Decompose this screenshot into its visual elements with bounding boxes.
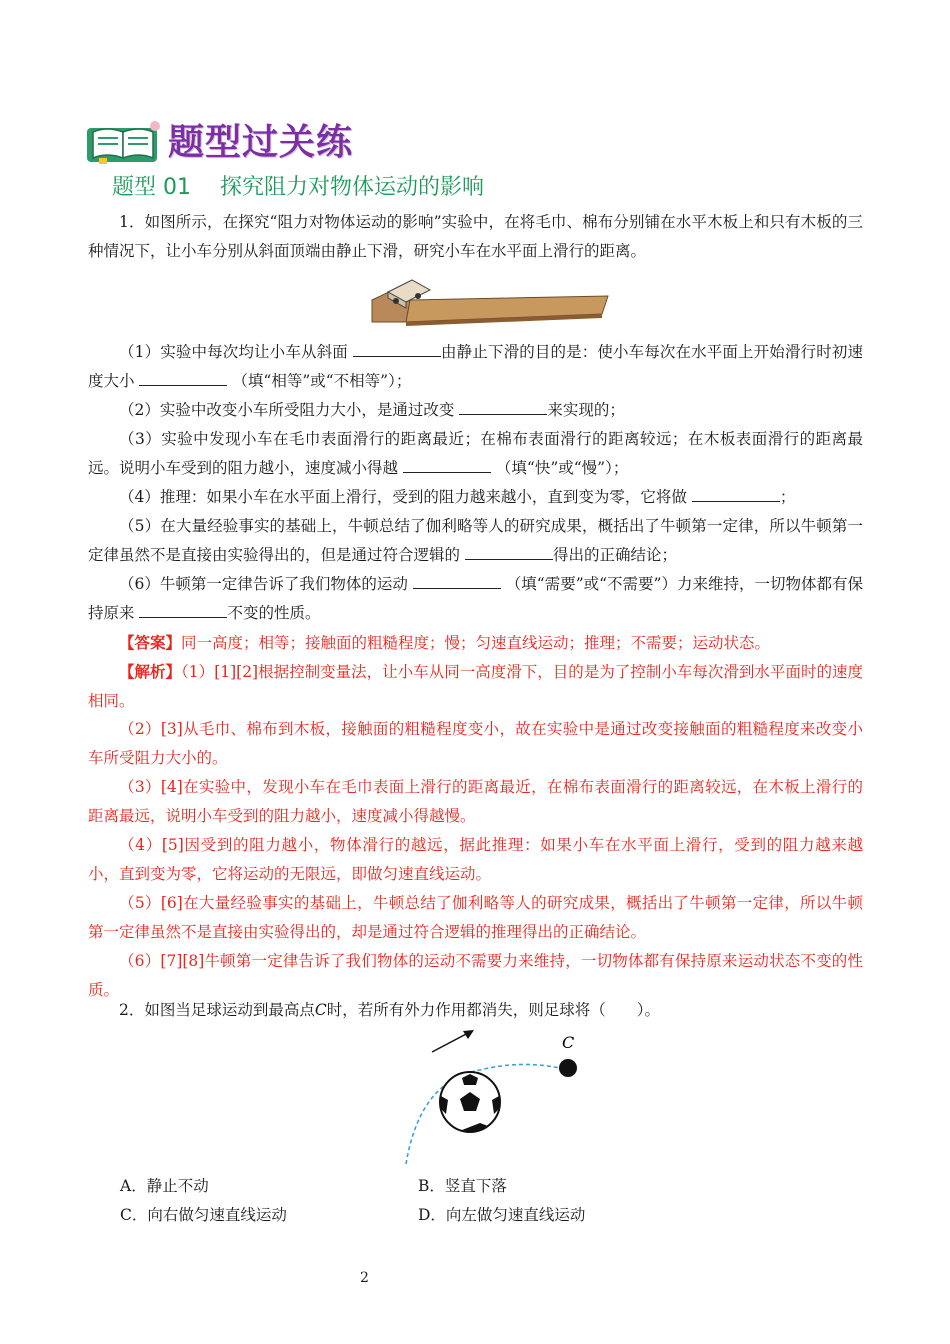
q2-stem: 2．如图当足球运动到最高点C时，若所有外力作用都消失，则足球将（ ）。 xyxy=(119,1001,661,1019)
option-c[interactable]: C．向右做匀速直线运动 xyxy=(120,1206,287,1224)
football-trajectory-figure xyxy=(400,1020,600,1170)
answer-blank[interactable] xyxy=(692,487,780,502)
book-icon xyxy=(85,120,165,166)
q1-part1: （1）实验中每次均让小车从斜面 由静止下滑的目的是：使小车每次在水平面上开始滑行时初速度大小 （填“相等”或“不相等”）； xyxy=(88,343,863,390)
page-number: 2 xyxy=(360,1270,369,1286)
option-d[interactable]: D．向左做匀速直线运动 xyxy=(418,1206,586,1224)
answer-blank[interactable] xyxy=(403,458,491,473)
q1-analysis-2: （2）[3]从毛巾、棉布到木板，接触面的粗糙程度变小，故在实验中是通过改变接触面的粗糙程度来改变小车所受阻力大小的。 xyxy=(88,720,863,767)
analysis-tag: 【解析】 xyxy=(119,662,182,681)
section-title: 题型 01 探究阻力对物体运动的影响 xyxy=(112,175,484,200)
option-a[interactable]: A．静止不动 xyxy=(120,1177,209,1195)
q1-part2: （2）实验中改变小车所受阻力大小，是通过改变 来实现的； xyxy=(119,401,625,419)
q1-part4: （4）推理：如果小车在水平面上滑行，受到的阻力越来越小，直到变为零，它将做 ； xyxy=(119,488,796,506)
answer-tag: 【答案】 xyxy=(119,633,182,652)
answer-blank[interactable] xyxy=(353,342,441,357)
answer-blank[interactable] xyxy=(139,603,227,618)
point-c-label: C xyxy=(562,1033,575,1052)
q1-analysis-4: （4）[5]因受到的阻力越小，物体滑行的越远，据此推理：如果小车在水平面上滑行，受到的阻力越来越小，直到变为零，它将运动的无限远，即做匀速直线运动。 xyxy=(88,836,863,883)
q1-answer: 【答案】同一高度；相等；接触面的粗糙程度；慢；匀速直线运动；推理；不需要；运动状态。 xyxy=(119,633,771,652)
incline-cart-figure xyxy=(370,270,615,330)
answer-blank[interactable] xyxy=(413,574,501,589)
q1-part3: （3）实验中发现小车在毛巾表面滑行的距离最近；在棉布表面滑行的距离较远；在木板表面滑行的距离最远。说明小车受到的阻力越小，速度减小得越 （填“快”或“慢”）； xyxy=(88,430,863,477)
answer-blank[interactable] xyxy=(459,400,547,415)
q1-part5: （5）在大量经验事实的基础上，牛顿总结了伽利略等人的研究成果，概括出了牛顿第一定律，所以牛顿第一定律虽然不是直接由实验得出的，但是通过符合逻辑的 得出的正确结论； xyxy=(88,517,863,564)
q1-analysis-6: （6）[7][8]牛顿第一定律告诉了我们物体的运动不需要力来维持，一切物体都有保持原来运动状态不变的性质。 xyxy=(88,952,863,999)
option-b[interactable]: B．竖直下落 xyxy=(418,1177,507,1195)
answer-blank[interactable] xyxy=(465,545,553,560)
q1-analysis-5: （5）[6]在大量经验事实的基础上，牛顿总结了伽利略等人的研究成果，概括出了牛顿第一定律，所以牛顿第一定律虽然不是直接由实验得出的，却是通过符合逻辑的推理得出的正确结论。 xyxy=(88,894,863,941)
q1-analysis-3: （3）[4]在实验中，发现小车在毛巾表面上滑行的距离最近，在棉布表面滑行的距离较远，在木板上滑行的距离最远，说明小车受到的阻力越小，速度减小得越慢。 xyxy=(88,778,863,825)
q1-analysis-1: 【解析】（1）[1][2]根据控制变量法，让小车从同一高度滑下，目的是为了控制小车每次滑到水平面时的速度相同。 xyxy=(88,662,863,710)
q1-part6: （6）牛顿第一定律告诉了我们物体的运动 （填“需要”或“不需要”）力来维持，一切物体都有保持原来 不变的性质。 xyxy=(88,575,863,622)
answer-blank[interactable] xyxy=(139,371,227,386)
q1-stem: 1．如图所示，在探究“阻力对物体运动的影响”实验中，在将毛巾、棉布分别铺在水平木板上和只有木板的三种情况下，让小车分别从斜面顶端由静止下滑，研究小车在水平面上滑行的距离。 xyxy=(88,213,863,260)
page-banner: 题型过关练 xyxy=(168,122,354,163)
